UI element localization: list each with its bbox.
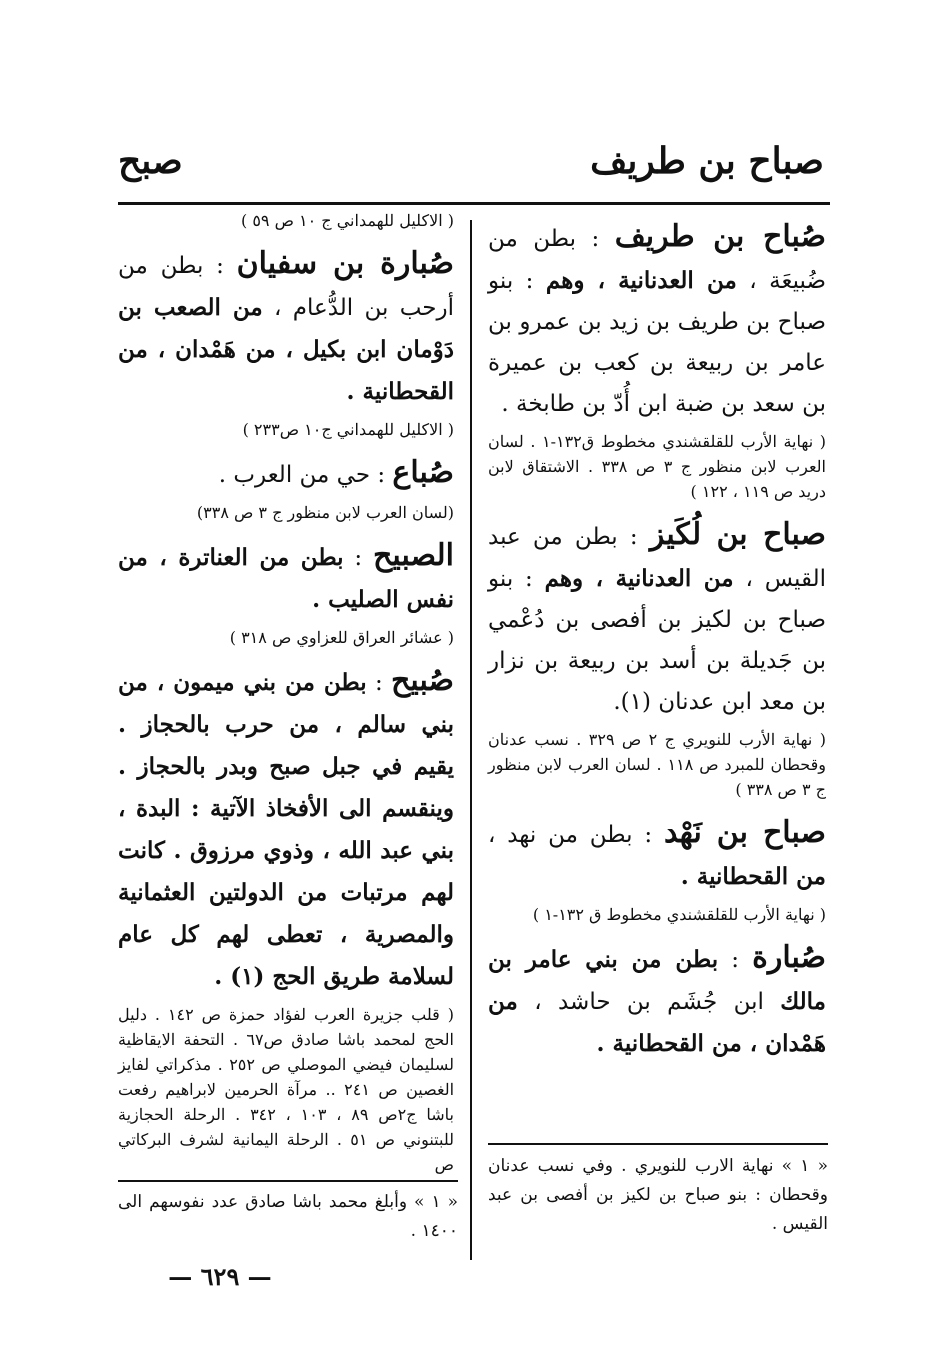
source-citation: ( قلب جزيرة العرب لفؤاد حمزة ص ١٤٢ . دليل الحج لمحمد باشا صادق ص٦٧ . التحفة الايقاظية لسليمان فيضي الموصلي ص ٢٥٢ . مذكراتي لفايز الغصين ص ٢٤١ .. مرآة الحرمين لابراهيم رفعت باشا ج٢ص ٨٩ ، ١٠٣ ، ٣٤٢ . الرحلة الحجازية للبتنوني ص ٥١ . الرحلة اليمانية لشرف البركاتي ص <box>118 1005 455 1174</box>
source-citation: ( نهاية الأرب للنويري ج ٢ ص ٣٢٩ . نسب عدنان وقحطان للمبرد ص ١١٨ . لسان العرب لابن منظور ج ٣ ص ٣٣٨ ) <box>488 730 826 799</box>
entry-subah-bin-tarif <box>488 216 826 425</box>
entry-subayh <box>118 660 454 998</box>
headword: صُبارة <box>752 940 826 975</box>
entry-suba <box>118 452 454 496</box>
left-column <box>118 208 454 1187</box>
definition-text: : بنو صباح بن لكيز بن أفصى بن دُعْمي بن جَديلة بن أسد بن ربيعة بن نزار بن معد ابن عدنان (١). <box>488 566 826 715</box>
page-number: — ٦٢٩ — <box>168 1262 272 1291</box>
definition-text: : بطن من ضُبيعَة ، <box>488 226 826 294</box>
entry-subah-bin-nahd <box>488 812 826 898</box>
definition-bold: من القحطانية . <box>680 863 826 890</box>
definition-text: : <box>718 947 753 973</box>
definition-bold: بطن من العناترة ، من نفس الصليب . <box>118 544 454 613</box>
source-citation: ( نهاية الأرب للقلقشندي مخطوط ق ١٣٢-١ ) <box>532 905 826 924</box>
entry-subah-bin-lukayz <box>488 514 826 723</box>
headword: صُبيح <box>391 663 454 698</box>
right-column <box>488 216 826 1065</box>
headword: صُباح بن طريف <box>614 219 826 254</box>
headword: صباح بن نَهْد <box>663 815 826 850</box>
running-head-entry: صباح بن طريف <box>590 140 824 182</box>
source-citation: ( الاكليل للهمداني ج١٠ ص٢٣٣ ) <box>242 420 454 439</box>
footnote-rule <box>118 1180 458 1182</box>
headword: صُباع <box>392 455 454 490</box>
definition-text: : بطن من عبد القيس ، <box>488 524 826 592</box>
headword: الصبيح <box>373 538 454 573</box>
definition-bold: بطن من بني عامر بن مالك <box>488 946 826 1015</box>
entry-subara-bin-sufyan <box>118 243 454 413</box>
footnote-right: « ١ » نهاية الارب للنويري . وفي نسب عدنان وقحطان : بنو صباح بن لكيز بن أفصى بن عبد القيس . <box>488 1156 828 1234</box>
running-head-root: صبح <box>118 140 183 182</box>
header-rule <box>118 202 830 205</box>
definition-text: : <box>366 670 392 696</box>
definition-text: : بطن من نهد ، <box>488 822 664 848</box>
definition-bold: بطن من بني ميمون ، من بني سالم ، من حرب بالحجاز . يقيم في جبل صبح وبدر بالحجاز . وينقسم الى الأفخاذ الآتية : البدة ، بني عبد الله ، وذوي مرزوق . كانت لهم مرتبات من الدولتين العثمانية والمصرية ، تعطى لهم كل عام لسلامة طريق الحج (١) . <box>118 669 454 990</box>
footnote-rule <box>488 1143 828 1145</box>
definition-text: : بطن من أرحب بن الدُّعام ، <box>118 253 454 321</box>
definition-bold: من العدنانية ، وهم <box>545 267 737 294</box>
definition-bold: من العدنانية ، وهم <box>544 565 734 592</box>
source-citation: ( عشائر العراق للعزاوي ص ٣١٨ ) <box>229 628 454 647</box>
footnote-left: « ١ » وأبلغ محمد باشا صادق عدد نفوسهم الى ١٤٠٠ . <box>118 1192 458 1241</box>
headword: صُبارة بن سفيان <box>236 246 454 281</box>
headword: صباح بن لُكَيز <box>649 517 826 552</box>
entry-al-subayh <box>118 535 454 621</box>
definition-text: : حي من العرب . <box>218 462 393 488</box>
source-citation: ( الاكليل للهمداني ج ١٠ ص ٥٩ ) <box>241 211 454 230</box>
entry-subara <box>488 937 826 1065</box>
definition-text: : <box>343 545 374 571</box>
definition-text: : بنو صباح بن طريف بن زيد بن عمرو بن عامر بن ربيعة بن كعب بن عميرة بن سعد بن ضبة ابن أُدّ بن طابخة . <box>488 268 826 417</box>
source-citation: ( نهاية الأرب للقلقشندي مخطوط ق١٣٢-١ . لسان العرب لابن منظور ج ٣ ص ٣٣٨ . الاشتقاق لابن دريد ص ١١٩ ، ١٢٢ ) <box>488 432 827 501</box>
source-citation: (لسان العرب لابن منظور ج ٣ ص ٣٣٨) <box>196 503 454 522</box>
definition-bold: من هَمْدان ، من القحطانية . <box>488 988 826 1057</box>
column-divider <box>470 220 472 1260</box>
definition-text: ابن جُشَم بن حاشد ، <box>517 989 781 1015</box>
definition-bold: من الصعب بن دَوْمان ابن بكيل ، من هَمْدان ، من القحطانية . <box>118 294 454 405</box>
